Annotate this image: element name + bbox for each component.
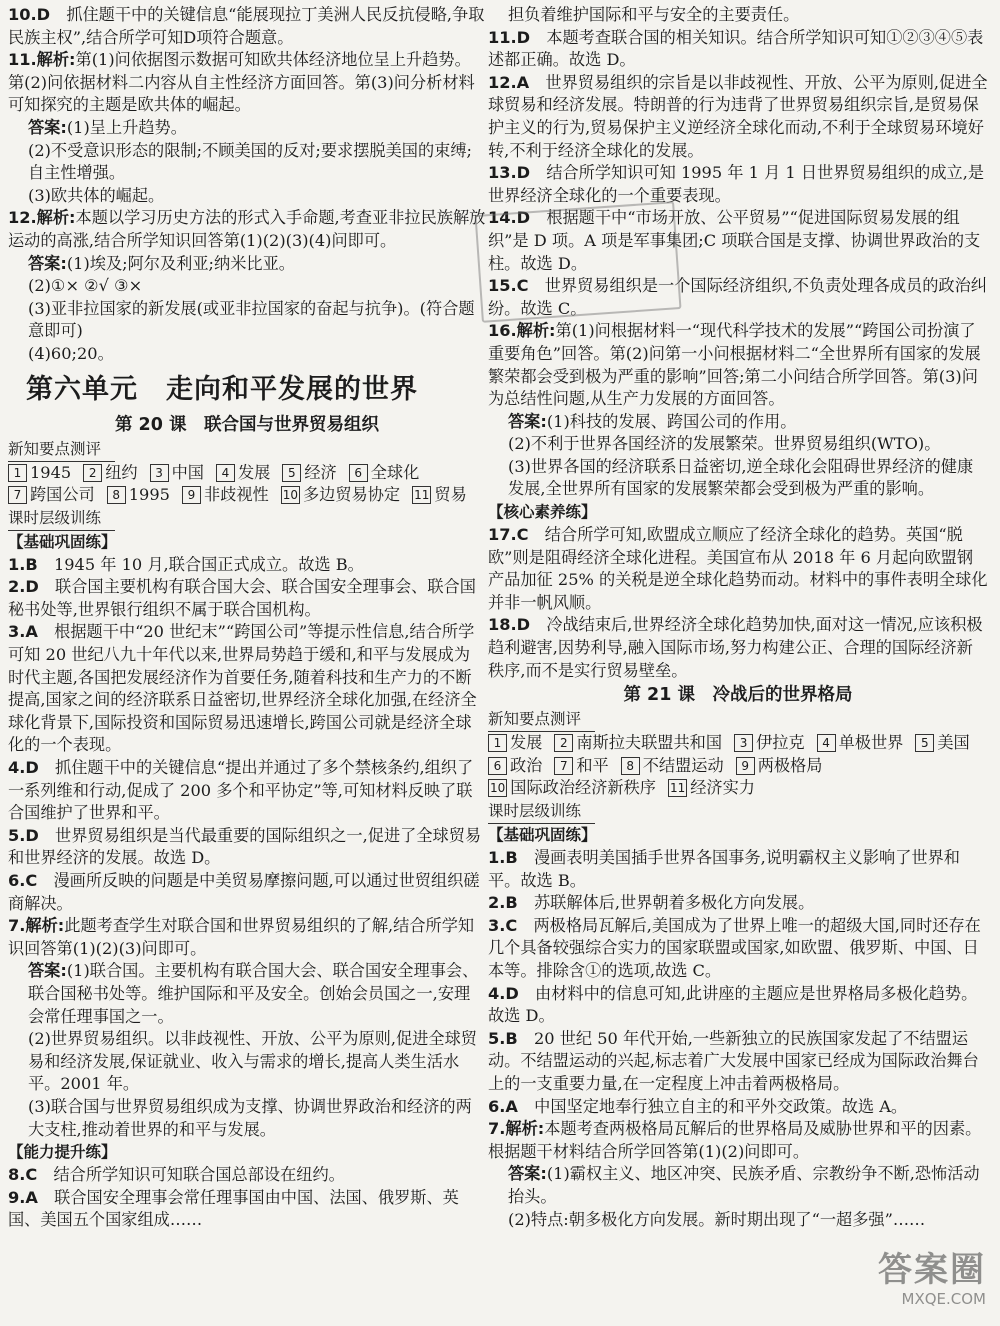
- key-point-number: 3: [150, 464, 169, 482]
- answer-item: 6.A 中国坚定地奉行独立自主的和平外交政策。故选 A。: [488, 1096, 908, 1116]
- key-point-item: [412, 484, 467, 507]
- key-points-list: [488, 732, 988, 800]
- answer-item: 2.D 联合国主要机构有联合国大会、联合国安全理事会、联合国秘书处等,世界银行组织不属于联合国机构。: [8, 577, 476, 619]
- key-point-text: 跨国公司: [30, 485, 95, 505]
- key-point-item: [107, 484, 170, 507]
- key-point-text: 美国: [937, 733, 970, 753]
- key-point-text: 发展: [510, 733, 543, 753]
- key-point-item: [282, 462, 336, 485]
- section-label: 新知要点测评: [8, 438, 115, 462]
- key-point-item: [621, 755, 724, 778]
- key-point-text: 伊拉克: [756, 733, 805, 753]
- key-point-number: 8: [107, 486, 126, 504]
- key-point-number: 5: [282, 464, 301, 482]
- answer-item: 4.D 抓住题干中的关键信息“提出并通过了多个禁核条约,组织了一系列维和行动,促成了 200 多个和平协定”等,可知材料反映了联合国维护了世界和平。: [8, 758, 474, 823]
- key-point-item: [8, 484, 95, 507]
- key-point-number: 9: [736, 757, 755, 775]
- key-point-text: 单极世界: [838, 733, 904, 753]
- lesson-title: 第 21 课 冷战后的世界格局: [623, 685, 853, 706]
- subsection-heading: 【核心素养练】: [488, 503, 597, 522]
- answer-item: 5.D 世界贸易组织是当代最重要的国际组织之一,促进了全球贸易和世界经济的发展。故选 D。: [8, 825, 482, 868]
- lesson-title: 第 20 课 联合国与世界贸易组织: [114, 414, 380, 435]
- key-point-number: 4: [817, 734, 836, 752]
- key-point-text: 1995: [128, 485, 170, 505]
- key-point-text: 贸易: [434, 485, 467, 505]
- key-point-item: [83, 462, 137, 485]
- key-point-number: 2: [83, 464, 102, 482]
- answer-item: 11.解析:第(1)问依据图示数据可知欧共体经济地位呈上升趋势。第(2)问依据材料二内容从自主性经济方面回答。第(3)问分析材料可知探究的主题是欧共体的崛起。: [8, 50, 475, 115]
- key-point-number: 3: [734, 734, 753, 752]
- key-point-item: [668, 777, 755, 800]
- answer-item: 8.C 结合所学知识可知联合国总部设在纽约。: [8, 1165, 345, 1185]
- key-point-item: [150, 462, 204, 485]
- key-point-number: 4: [216, 464, 235, 482]
- answer-item: 16.解析:第(1)问根据材料一“现代科学技术的发展”“跨国公司扮演了重要角色”回答。第(2)问第一小问根据材料二“全世界所有国家的发展繁荣都会受到极为严重的影响”回答;第二小问结合所学回答。第(3)问为总结性问题,从生产力发展的方面回答。: [488, 321, 981, 409]
- key-point-item: [182, 484, 269, 507]
- key-point-text: 和平: [576, 755, 609, 775]
- key-point-item: [488, 777, 656, 800]
- key-point-text: 1945: [30, 462, 72, 482]
- answer-item: 6.C 漫画所反映的问题是中美贸易摩擦问题,可以通过世贸组织磋商解决。: [8, 871, 480, 913]
- key-point-number: 1: [8, 464, 27, 482]
- subsection-heading: 【能力提升练】: [8, 1143, 117, 1162]
- key-point-item: [281, 484, 400, 507]
- key-point-item: [554, 755, 608, 778]
- section-label: 课时层级训练: [488, 800, 595, 824]
- key-point-item: [734, 732, 805, 755]
- answer-item: 15.C 世界贸易组织是一个国际经济组织,不负责处理各成员的政治纠纷。故选 C。: [488, 276, 987, 318]
- key-point-number: 11: [414, 488, 430, 503]
- key-point-text: 两极格局: [757, 755, 823, 775]
- key-point-item: [8, 462, 71, 485]
- key-point-text: 政治: [510, 755, 543, 775]
- answer-item: 1.B 1945 年 10 月,联合国正式成立。故选 B。: [8, 554, 364, 574]
- key-point-text: 经济: [304, 462, 337, 482]
- section-label: 课时层级训练: [8, 507, 115, 531]
- subsection-heading: 【基础巩固练】: [488, 826, 597, 844]
- site-watermark: 答案圈 MXQE.COM: [878, 1250, 986, 1308]
- answer-item: 18.D 冷战结束后,世界经济全球化趋势加快,面对这一情况,应该积极趋利避害,因势利导,融入国际市场,努力构建公正、合理的国际经济新秩序,而不是实行贸易壁垒。: [488, 615, 983, 680]
- key-point-item: [736, 755, 823, 778]
- answer-item: 7.解析:此题考查学生对联合国和世界贸易组织的了解,结合所学知识回答第(1)(2)(3)问即可。: [8, 916, 475, 958]
- key-point-number: 9: [182, 486, 201, 504]
- section-label: 新知要点测评: [488, 708, 595, 732]
- answer-item: 1.B 漫画表明美国插手世界各国事务,说明霸权主义影响了世界和平。故选 B。: [488, 848, 960, 890]
- key-point-number: 6: [488, 757, 507, 775]
- key-point-number: 7: [8, 486, 27, 504]
- key-point-text: 发展: [237, 462, 271, 482]
- key-points-list: [8, 462, 486, 507]
- answer-item: 11.D 本题考查联合国的相关知识。结合所学知识可知①②③④⑤表述都正确。故选 D。: [488, 27, 984, 70]
- key-point-item: [349, 462, 420, 485]
- key-point-text: 多边贸易协定: [302, 485, 401, 505]
- answer-item: 12.A 世界贸易组织的宗旨是以非歧视性、开放、公平为原则,促进全球贸易和经济发展。特朗普的行为违背了世界贸易组织宗旨,是贸易保护主义的行为,贸易保护主义逆经济全球化而动,不利于全球贸易环境好转,不利于经济全球化的发展。: [488, 72, 988, 160]
- key-point-item: [554, 732, 722, 755]
- key-point-item: [817, 732, 904, 755]
- key-point-text: 非歧视性: [203, 485, 269, 505]
- right-column: 担负着维护国际和平与安全的主要责任。 11.D 本题考查联合国的相关知识。结合所学知识可知①②③④⑤表述都正确。故选 D。 12.A 世界贸易组织的宗旨是以非歧视性、开放、公平为原则,促进全球贸易和经济发展。特朗普的行为违背了世界贸易组织宗旨,是贸易保护主义的行为,贸易保护主义逆经济全球化而动,不利于全球贸易环境好转,不利于经济全球化的发展。 13.D 结合所学知识可知 1995 年 1 月 1 日世界贸易组织的成立,是世界经济全球化的一个重要表现。 14.D 根据题干中“市场开放、公平贸易”“促进国际贸易发展的组织”是 D 项。A 项是军事集团;C 项联合国是支撑、协调世界政治的支柱。故选 D。 15.C 世界贸易组织是一个国际经济组织,不负责处理各成员的政治纠纷。故选 C。 16.解析:第(1)问根据材料一“现代科学技术的发展”“跨国公司扮演了重要角色”回答。第(2)问第一小问根据材料二“全世界所有国家的发展繁荣都会受到极为严重的影响”回答;第二小问结合所学回答。第(3)问为总结性问题,从生产力发展的方面回答。 答案:(1)科技的发展、跨国公司的作用。 (2)不利于世界各国经济的发展繁荣。世界贸易组织(WTO)。 (3)世界各国的经济联系日益密切,逆全球化会阻碍世界经济的健康发展,全世界所有国家的发展繁荣都会受到极为严重的影响。 【核心素养练】 17.C 结合所学可知,欧盟成立顺应了经济全球化的趋势。英国“脱欧”则是阻碍经济全球化进程。美国宣布从 2018 年 6 月起向欧盟钢产品加征 25% 的关税是逆全球化趋势而动。材料中的事件表明全球化并非一帆风顺。 18.D 冷战结束后,世界经济全球化趋势加快,面对这一情况,应该积极趋利避害,因势利导,融入国际市场,努力构建公正、合理的国际经济新秩序,而不是实行贸易壁垒。 第 21 课 冷战后的世界格局 新知要点测评 1 发展 2 南斯拉夫联盟共和国 3 伊拉克 4 单极世界 5 美国 6 政治 7 和平 8 不结盟运动 9 两极格局 10 国际政治经济新秩序 11 经济实力 课时层级训练 【基础巩固练】 1.B 漫画表明美国插手世界各国事务,说明霸权主义影响了世界和平。故选 B。 2.B 苏联解体后,世界朝着多极化方向发展。 3.C 两极格局瓦解后,美国成为了世界上唯一的超级大国,同时还存在几个具备较强综合实力的国家联盟或国家,如欧盟、俄罗斯、中国、日本等。排除含①的选项,故选 C。 4.D 由材料中的信息可知,此讲座的主题应是世界格局多极化趋势。故选 D。 5.B 20 世纪 50 年代开始,一些新独立的民族国家发起了不结盟运动。不结盟运动的兴起,标志着广大发展中国家已经成为国际政治舞台上的一支重要力量,在一定程度上冲击着两极格局。 6.A 中国坚定地奉行独立自主的和平外交政策。故选 A。 7.解析:本题考查两极格局瓦解后的世界格局及威胁世界和平的因素。根据题干材料结合所学回答第(1)(2)问即可。 答案:(1)霸权主义、地区冲突、民族矛盾、宗教纷争不断,恐怖活动抬头。 (2)特点:朝多极化方向发展。新时期出现了“一超多强”……: [488, 5, 988, 1229]
- key-point-text: 不结盟运动: [642, 755, 724, 775]
- key-point-number: 10: [490, 781, 506, 796]
- answer-item: 9.A 联合国安全理事会常任理事国由中国、法国、俄罗斯、英国、美国五个国家组成……: [8, 1187, 459, 1230]
- key-point-number: 2: [554, 734, 573, 752]
- key-point-item: [216, 462, 270, 485]
- key-point-item: [488, 755, 542, 778]
- key-point-number: 6: [349, 464, 368, 482]
- answer-item: 12.解析:本题以学习历史方法的形式入手命题,考查亚非拉民族解放运动的高涨,结合所学知识回答第(1)(2)(3)(4)问即可。: [8, 208, 486, 250]
- key-point-number: 1: [488, 734, 507, 752]
- left-column: 10.D 抓住题干中的关键信息“能展现拉丁美洲人民反抗侵略,争取民族主权”,结合所学可知D项符合题意。 11.解析:第(1)问依据图示数据可知欧共体经济地位呈上升趋势。第(2)问依据材料二内容从自主性经济方面回答。第(3)问分析材料可知探究的主题是欧共体的崛起。 答案:(1)呈上升趋势。 (2)不受意识形态的限制;不顾美国的反对;要求摆脱美国的束缚;自主性增强。 (3)欧共体的崛起。 12.解析:本题以学习历史方法的形式入手命题,考查亚非拉民族解放运动的高涨,结合所学知识回答第(1)(2)(3)(4)问即可。 答案:(1)埃及;阿尔及利亚;纳米比亚。 (2)①× ②√ ③× (3)亚非拉国家的新发展(或亚非拉国家的奋起与抗争)。(符合题意即可) (4)60;20。 第六单元 走向和平发展的世界 第 20 课 联合国与世界贸易组织 新知要点测评 1 1945 2 纽约 3 中国 4 发展 5 经济 6 全球化 7 跨国公司 8 1995 9 非歧视性 10 多边贸易协定 11 贸易 课时层级训练 【基础巩固练】 1.B 1945 年 10 月,联合国正式成立。故选 B。 2.D 联合国主要机构有联合国大会、联合国安全理事会、联合国秘书处等,世界银行组织不属于联合国机构。 3.A 根据题干中“20 世纪末”“跨国公司”等提示性信息,结合所学可知 20 世纪八九十年代以来,世界局势趋于缓和,和平与发展成为时代主题,各国把发展经济作为首要任务,随着科技和生产力的不断提高,国家之间的经济联系日益密切,世界经济全球化加强,在经济全球化背景下,国际投资和国际贸易迅速增长,跨国公司就是经济全球化的一个表现。 4.D 抓住题干中的关键信息“提出并通过了多个禁核条约,组织了一系列维和行动,促成了 200 多个和平协定”等,可知材料反映了联合国维护了世界和平。 5.D 世界贸易组织是当代最重要的国际组织之一,促进了全球贸易和世界经济的发展。故选 D。 6.C 漫画所反映的问题是中美贸易摩擦问题,可以通过世贸组织磋商解决。 7.解析:此题考查学生对联合国和世界贸易组织的了解,结合所学知识回答第(1)(2)(3)问即可。 答案:(1)联合国。主要机构有联合国大会、联合国安全理事会、联合国秘书处等。维护国际和平及安全。创始会员国之一,安理会常任理事国之一。 (2)世界贸易组织。以非歧视性、开放、公平为原则,促进全球贸易和经济发展,保证就业、收入与需求的增长,提高人类生活水平。2001 年。 (3)联合国与世界贸易组织成为支撑、协调世界政治和经济的两大支柱,推动着世界的和平与发展。 【能力提升练】 8.C 结合所学知识可知联合国总部设在纽约。 9.A 联合国安全理事会常任理事国由中国、法国、俄罗斯、英国、美国五个国家组成……: [8, 4, 486, 1232]
- answer-item: 13.D 结合所学知识可知 1995 年 1 月 1 日世界贸易组织的成立,是世界经济全球化的一个重要表现。: [488, 163, 985, 205]
- key-point-text: 经济实力: [690, 778, 755, 798]
- answer-item: 3.A 根据题干中“20 世纪末”“跨国公司”等提示性信息,结合所学可知 20 世纪八九十年代以来,世界局势趋于缓和,和平与发展成为时代主题,各国把发展经济作为首要任务,随着科技和生产力的不断提高,国家之间的经济联系日益密切,世界经济全球化加强,在经济全球化背景下,国际投资和国际贸易迅速增长,跨国公司就是经济全球化的一个表现。: [8, 622, 477, 755]
- key-point-item: [488, 732, 542, 755]
- answer-item: 3.C 两极格局瓦解后,美国成为了世界上唯一的超级大国,同时还存在几个具备较强综合实力的国家联盟或国家,如欧盟、俄罗斯、中国、日本等。排除含①的选项,故选 C。: [488, 915, 981, 980]
- subsection-heading: 【基础巩固练】: [8, 532, 117, 551]
- key-point-number: 5: [915, 734, 934, 752]
- key-point-text: 全球化: [370, 462, 420, 482]
- key-point-item: [915, 732, 969, 755]
- key-point-number: 8: [621, 757, 640, 775]
- answer-item: 7.解析:本题考查两极格局瓦解后的世界格局及威胁世界和平的因素。根据题干材料结合所学回答第(1)(2)问即可。: [488, 1119, 982, 1161]
- answer-item: 4.D 由材料中的信息可知,此讲座的主题应是世界格局多极化趋势。故选 D。: [488, 983, 978, 1026]
- key-point-text: 国际政治经济新秩序: [510, 778, 656, 798]
- key-point-text: 南斯拉夫联盟共和国: [576, 733, 723, 753]
- answer-item: 5.B 20 世纪 50 年代开始,一些新独立的民族国家发起了不结盟运动。不结盟运动的兴起,标志着广大发展中国家已经成为国际政治舞台上的一支重要力量,在一定程度上冲击着两极格局。: [488, 1028, 979, 1093]
- answer-item: 2.B 苏联解体后,世界朝着多极化方向发展。: [488, 893, 815, 913]
- key-point-text: 纽约: [105, 462, 138, 482]
- stamp-mark: [474, 201, 681, 323]
- key-point-number: 11: [669, 781, 686, 796]
- answer-item: 10.D 抓住题干中的关键信息“能展现拉丁美洲人民反抗侵略,争取民族主权”,结合所学可知D项符合题意。: [8, 5, 485, 47]
- answer-item: 14.D 根据题干中“市场开放、公平贸易”“促进国际贸易发展的组织”是 D 项。A 项是军事集团;C 项联合国是支撑、协调世界政治的支柱。故选 D。: [488, 208, 981, 273]
- unit-title: 第六单元 走向和平发展的世界: [26, 373, 418, 405]
- key-point-text: 中国: [171, 462, 204, 482]
- key-point-number: 7: [554, 757, 573, 775]
- answer-item: 17.C 结合所学可知,欧盟成立顺应了经济全球化的趋势。英国“脱欧”则是阻碍经济全球化进程。美国宣布从 2018 年 6 月起向欧盟钢产品加征 25% 的关税是逆全球化趋势而动。材料中的事件表明全球化并非一帆风顺。: [488, 525, 988, 612]
- key-point-number: 10: [282, 488, 298, 503]
